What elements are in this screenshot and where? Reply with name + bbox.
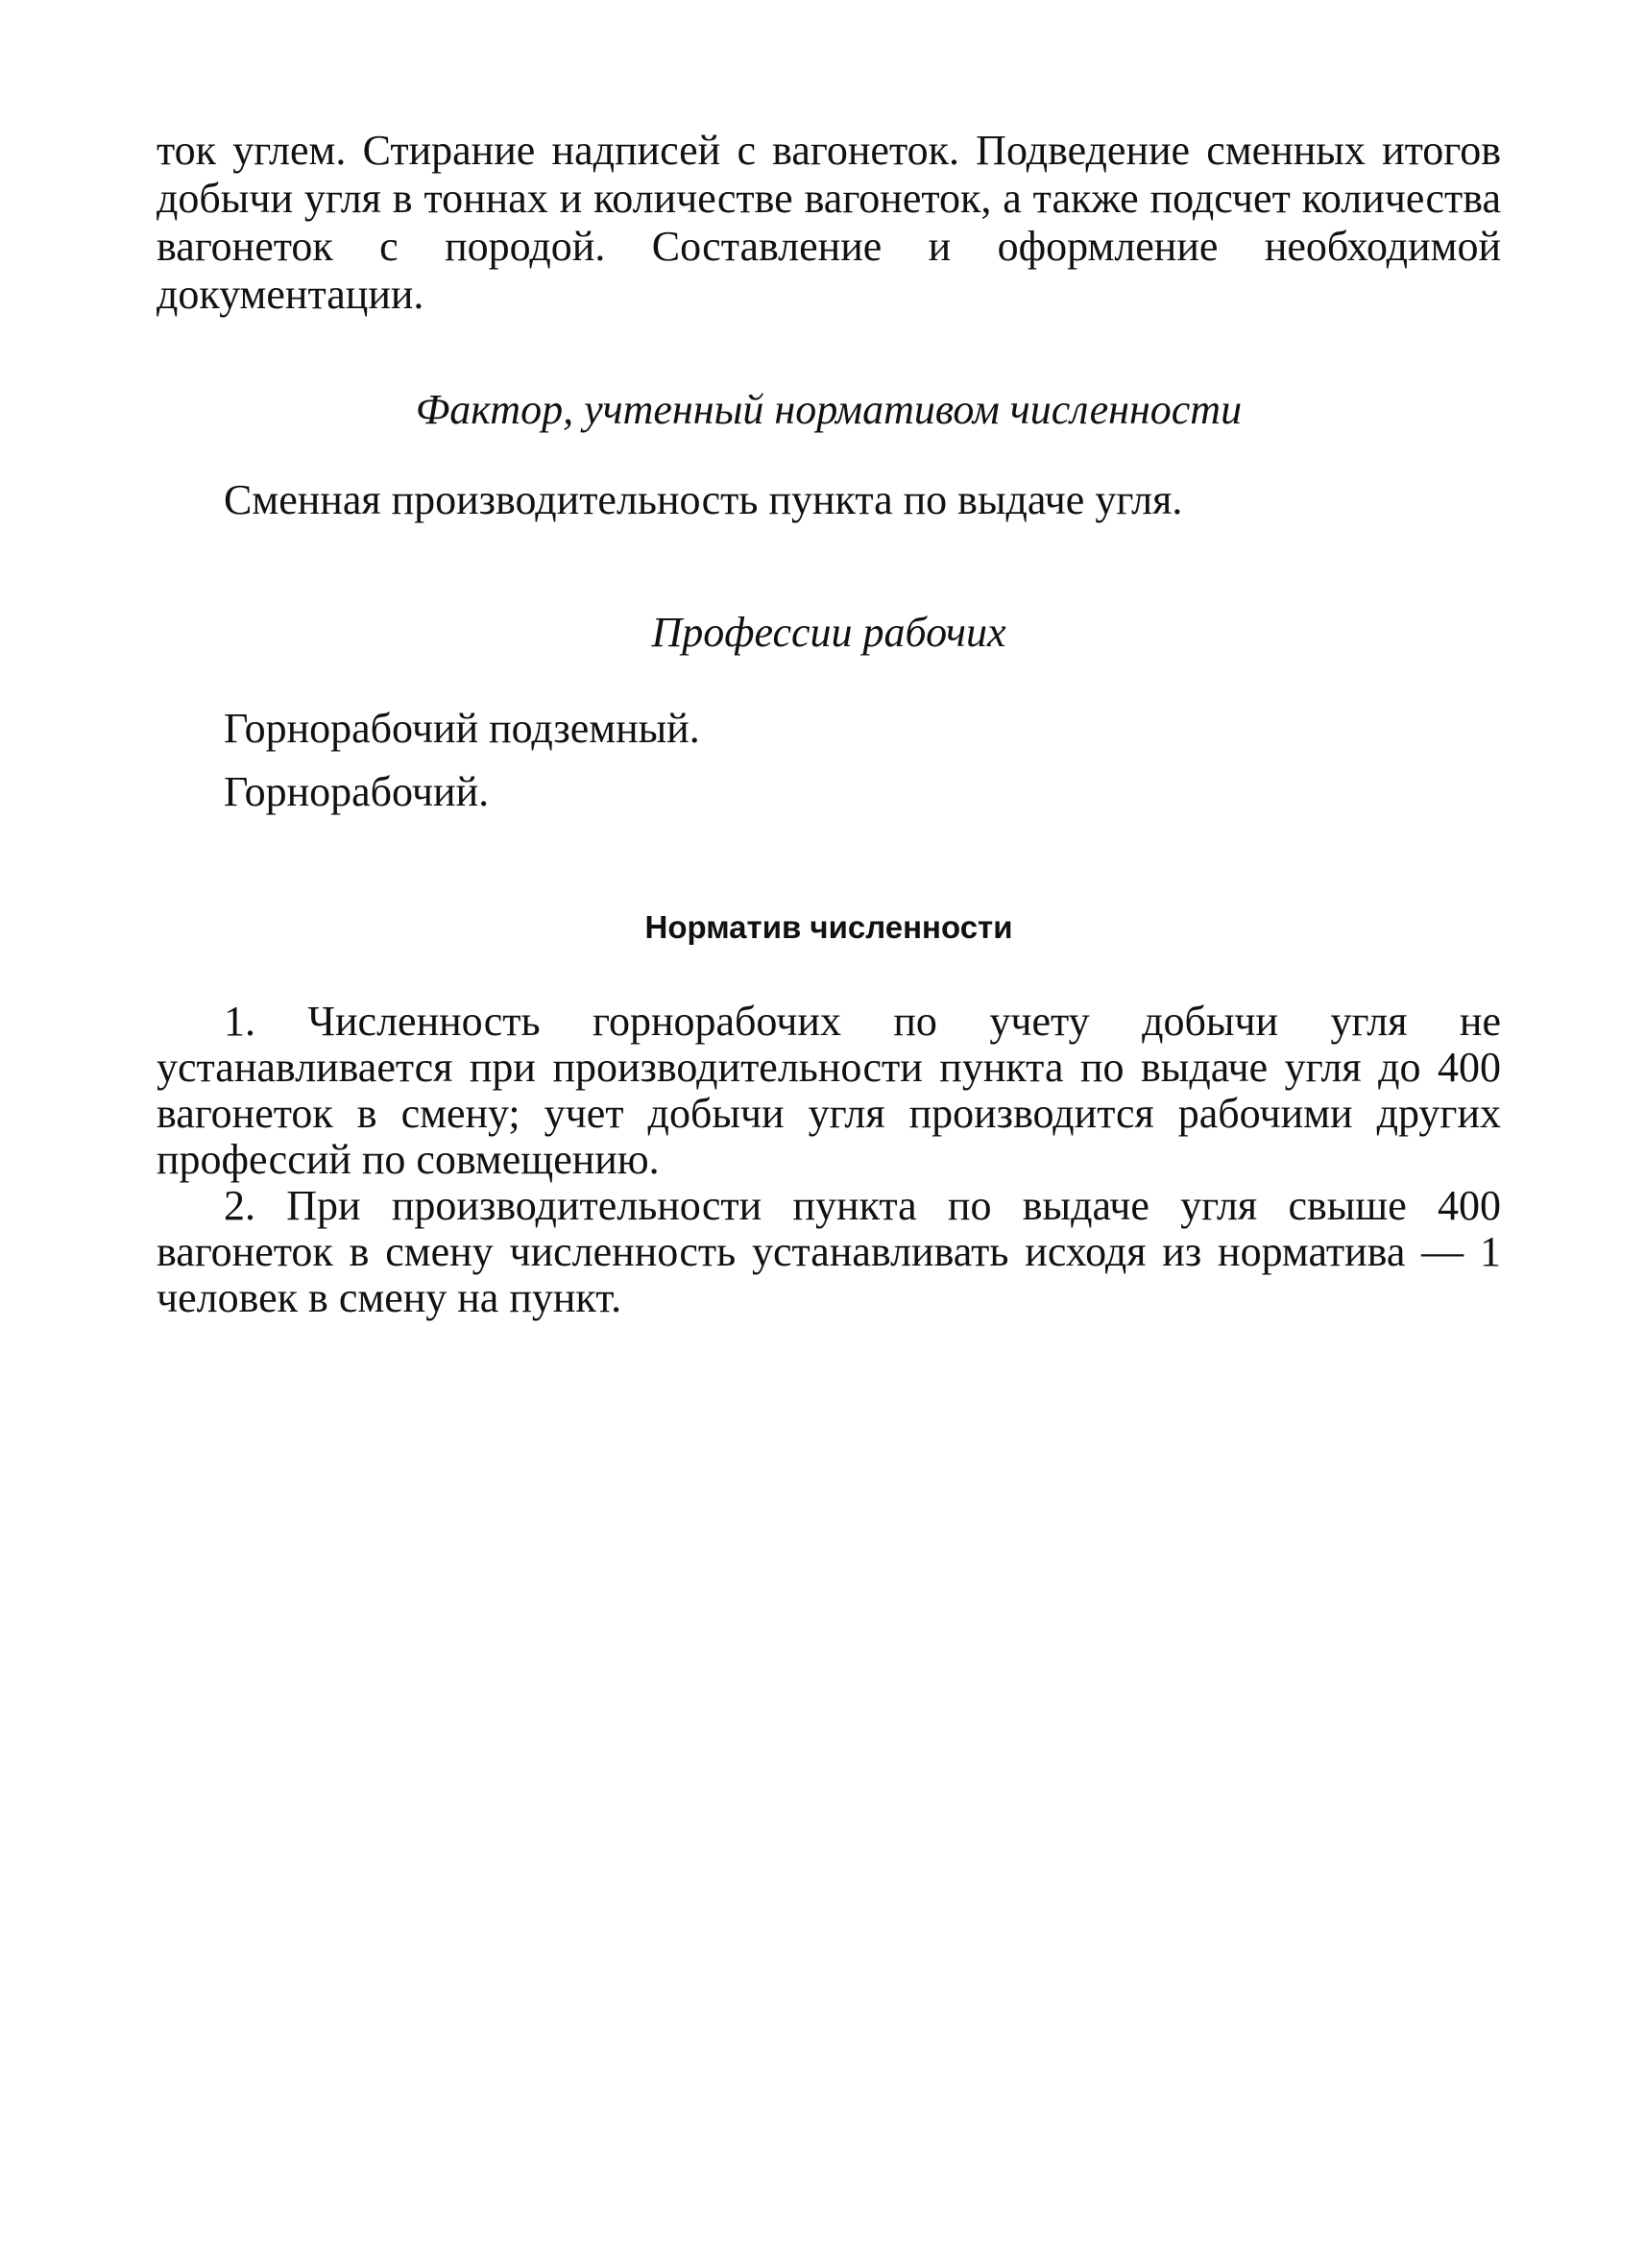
professions-heading: Профессии рабочих	[651, 609, 1006, 656]
profession-item: Горнорабочий подземный.	[224, 705, 700, 752]
norm-item: 1. Численность горнорабочих по учету добычи угля не устанавливается при производительности пункта по выдаче угля до 400 вагонеток в смену; учет добычи угля производится рабочими других профессий по совмещению.	[157, 998, 1501, 1183]
intro-paragraph: ток углем. Стирание надписей с вагонеток. Подведение сменных итогов добычи угля в тоннах и количестве вагонеток, а также подсчет количества вагонеток с породой. Составление и оформление необходимой документации.	[157, 127, 1501, 318]
norm-list	[157, 999, 1501, 1321]
norm-item: 2. При производительности пункта по выдаче угля свыше 400 вагонеток в смену численность устанавливать исходя из норматива — 1 человек в смену на пункт.	[157, 1182, 1501, 1321]
factor-heading: Фактор, учтенный нормативом численности	[415, 386, 1243, 433]
factor-text: Сменная производительность пункта по выдаче угля.	[224, 476, 1183, 523]
profession-item: Горнорабочий.	[224, 768, 490, 815]
norm-heading: Норматив численности	[644, 909, 1013, 945]
